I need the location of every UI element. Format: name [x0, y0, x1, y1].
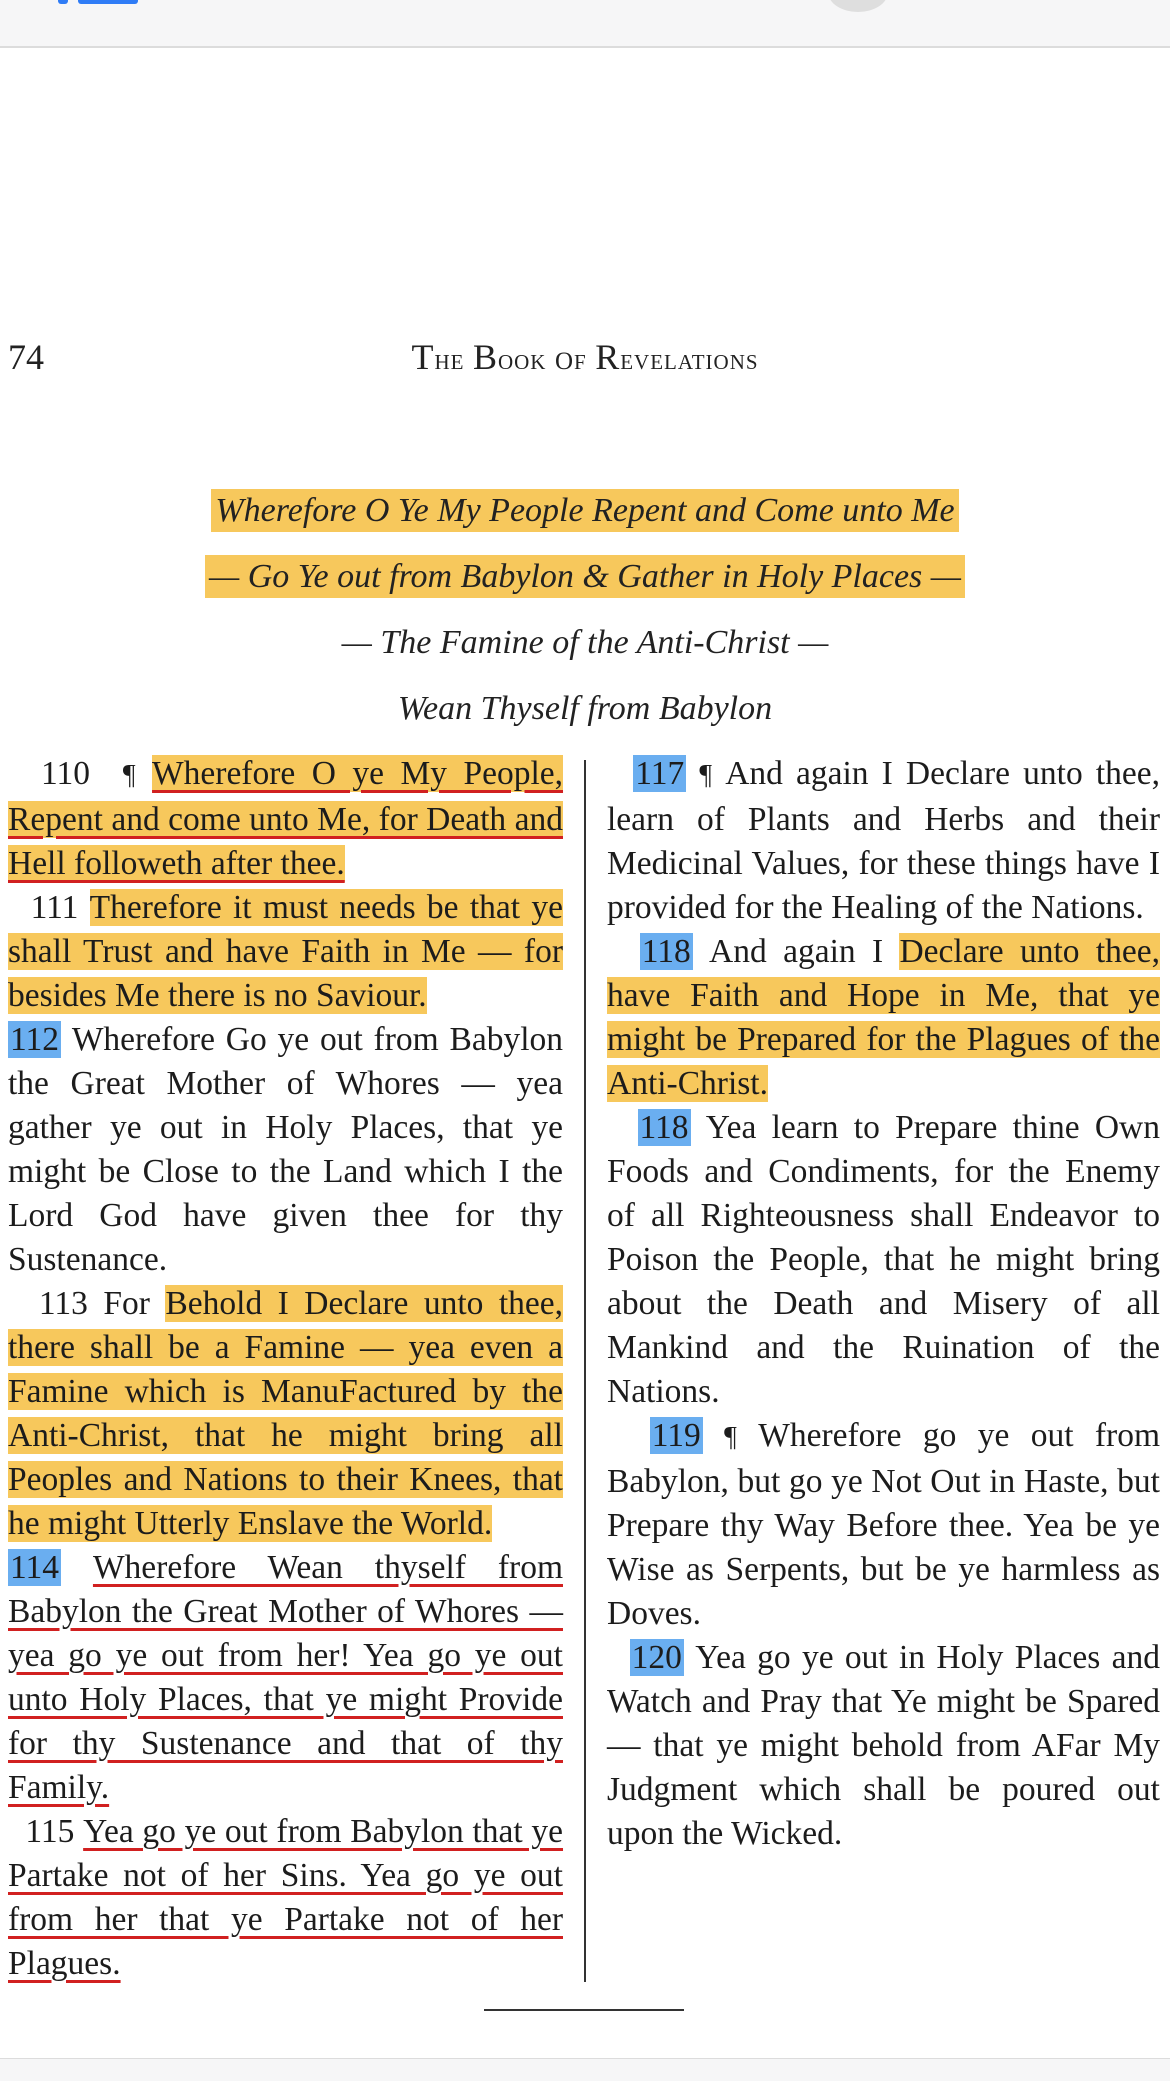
verse-115[interactable]: 115 Yea go ye out from Babylon that ye Partake not of her Sins. Yea go ye out from her that ye Partake not of her Plagues.: [8, 1813, 564, 1982]
verse-119[interactable]: [607, 1414, 1160, 1636]
toolbar-tab-indicator[interactable]: [78, 0, 138, 4]
verse-117[interactable]: [607, 752, 1160, 930]
verse-110[interactable]: 110 ¶ Wherefore O ye My People, Repent and come unto Me, for Death and Hell followeth after thee.: [8, 755, 564, 882]
pilcrow-icon: ¶: [699, 760, 713, 791]
reader-top-bar: [0, 0, 1170, 48]
title-line-1: Wherefore O Ye My People Repent and Come unto Me: [0, 478, 1170, 544]
footnote-rule: [484, 2009, 684, 2011]
verse-number-highlight[interactable]: 112: [10, 1021, 60, 1058]
title-line-3: — The Famine of the Anti-Christ —: [341, 624, 829, 661]
verse-text[interactable]: Wherefore Wean thyself from Babylon the Great Mother of Whores — yea go ye out from her! Yea go ye out unto Holy Places, that ye might Provide for thy Sustenance and that of thy Family.: [8, 1549, 563, 1806]
verse-number-highlight[interactable]: 118: [639, 1109, 689, 1146]
running-head-text: The Book of Revelations: [411, 337, 759, 377]
running-head: [0, 336, 1170, 378]
verse-text[interactable]: Therefore it must needs be that ye shall Trust and have Faith in Me — for besides Me there is no Saviour.: [8, 889, 563, 1014]
verse-number-highlight[interactable]: 119: [651, 1417, 701, 1454]
page-number: 74: [8, 337, 44, 377]
verse-111[interactable]: 111 Therefore it must needs be that ye shall Trust and have Faith in Me — for besides Me there is no Saviour.: [8, 889, 563, 1014]
left-column: [8, 752, 563, 1986]
verse-113[interactable]: 113 For Behold I Declare unto thee, there shall be a Famine — yea even a Famine which is ManuFactured by the Anti-Christ, that he might bring all Peoples and Nations to their Knees, that he might Utterly Enslave the World.: [8, 1285, 564, 1542]
title-line-2: — Go Ye out from Babylon & Gather in Holy Places —: [0, 544, 1170, 610]
right-column: [607, 752, 1160, 1856]
verse-text[interactable]: Yea go ye out from Babylon that ye Partake not of her Sins. Yea go ye out from her that ye Partake not of her Plagues.: [8, 1813, 564, 1982]
verse-text[interactable]: Wherefore O ye My People, Repent and come unto Me, for Death and Hell followeth after thee.: [8, 755, 564, 882]
column-divider: [584, 760, 586, 1982]
toolbar-button-icon[interactable]: [828, 0, 888, 12]
verse-text: Wherefore go ye out from Babylon, but go ye Not Out in Haste, but Prepare thy Way Before thee. Yea be ye Wise as Serpents, but be ye harmless as Doves.: [607, 1417, 1161, 1632]
toolbar-indicator-icon[interactable]: [58, 0, 68, 4]
title-line-4: Wean Thyself from Babylon: [397, 690, 773, 727]
verse-118-a[interactable]: 118 And again I Declare unto thee, have Faith and Hope in Me, that ye might be Prepared for the Plagues of the Anti-Christ.: [607, 933, 1161, 1102]
verse-text[interactable]: Declare unto thee, have Faith and Hope in Me, that ye might be Prepared for the Plagues of the Anti-Christ.: [607, 933, 1161, 1102]
verse-112[interactable]: [8, 1018, 563, 1282]
verse-114[interactable]: [8, 1546, 563, 1810]
reader-bottom-bar: [0, 2058, 1170, 2081]
verse-text[interactable]: Behold I Declare unto thee, there shall be a Famine — yea even a Famine which is ManuFactured by the Anti-Christ, that he might bring all Peoples and Nations to their Knees, that he might Utterly Enslave the World.: [8, 1285, 564, 1542]
verse-text: Yea learn to Prepare thine Own Foods and Condiments, for the Enemy of all Righteousness shall Endeavor to Poison the People, that he might bring about the Death and Misery of all Mankind and the Ruination of the Nations.: [607, 1109, 1160, 1410]
verse-text: Wherefore Go ye out from Babylon the Great Mother of Whores — yea gather ye out in Holy Places, that ye might be Close to the Land which I the Lord God have given thee for thy Sustenance.: [8, 1021, 563, 1278]
verse-number-highlight[interactable]: 118: [641, 933, 691, 970]
verse-number-highlight[interactable]: 117: [635, 755, 685, 792]
section-titles: [0, 478, 1170, 742]
verse-118-b[interactable]: [607, 1106, 1160, 1414]
pilcrow-icon: ¶: [724, 1422, 737, 1453]
verse-text: And again I Declare unto thee, learn of Plants and Herbs and their Medicinal Values, for these things have I provided for the Healing of the Nations.: [607, 755, 1161, 926]
verse-120[interactable]: [607, 1636, 1160, 1856]
verse-number-highlight[interactable]: 114: [10, 1549, 60, 1586]
pilcrow-icon: ¶: [122, 760, 136, 791]
verse-number-highlight[interactable]: 120: [631, 1639, 682, 1676]
verse-text: Yea go ye out in Holy Places and Watch and Pray that Ye might be Spared — that ye might behold from AFar My Judgment which shall be poured out upon the Wicked.: [607, 1639, 1161, 1852]
